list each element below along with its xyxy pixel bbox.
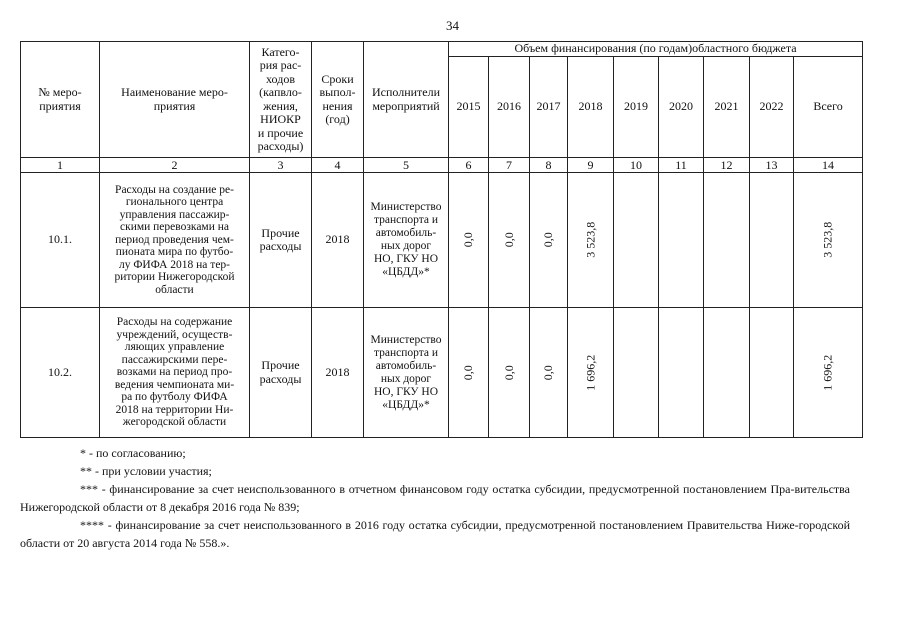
header-year-2: 2017 (530, 57, 568, 158)
footnotes (20, 444, 850, 552)
row-deadline: 2018 (312, 308, 364, 438)
row-value-0 (449, 308, 489, 438)
row-category: Прочие расходы (250, 308, 312, 438)
row-value-7 (750, 173, 794, 308)
column-number-1: 1 (21, 158, 100, 173)
row-value-8-text: 3 523,8 (820, 222, 835, 258)
row-value-2-text: 0,0 (540, 365, 555, 380)
footnote-3: *** - финансирование за счет неиспользованного в отчетном финансовом году остатка субсидии, предусмотренной постановлением Пра-вительства Нижегородской области от 8 декабря 2016 года № 839; (20, 482, 850, 514)
row-value-5 (659, 173, 704, 308)
row-value-1-text: 0,0 (501, 232, 516, 248)
column-number-14: 14 (794, 158, 863, 173)
row-value-0 (449, 173, 489, 308)
column-number-11: 11 (659, 158, 704, 173)
header-year-6: 2021 (704, 57, 750, 158)
header-year-0: 2015 (449, 57, 489, 158)
row-value-3 (568, 173, 614, 308)
header-category: Катего- рия рас- ходов (капвло- жения, НИОКР и прочие расходы) (250, 42, 312, 158)
column-number-6: 6 (449, 158, 489, 173)
column-number-3: 3 (250, 158, 312, 173)
row-category: Прочие расходы (250, 173, 312, 308)
header-num: № меро- приятия (21, 42, 100, 158)
row-value-3-text: 1 696,2 (582, 354, 597, 391)
column-number-8: 8 (530, 158, 568, 173)
row-num: 10.2. (21, 308, 100, 438)
column-number-4: 4 (312, 158, 364, 173)
footnote-2: ** - при условии участия; (80, 464, 212, 478)
row-value-0-text: 0,0 (460, 232, 475, 248)
header-year-1: 2016 (489, 57, 530, 158)
row-deadline: 2018 (312, 173, 364, 308)
header-year-4: 2019 (614, 57, 659, 158)
header-executors: Исполнители мероприятий (364, 42, 449, 158)
row-value-2-text: 0,0 (540, 232, 555, 248)
table-row (21, 308, 863, 438)
row-value-2 (530, 173, 568, 308)
column-number-9: 9 (568, 158, 614, 173)
row-value-7 (750, 308, 794, 438)
table-row (21, 173, 863, 308)
header-year-7: 2022 (750, 57, 794, 158)
row-value-1 (489, 173, 530, 308)
footnote-4: **** - финансирование за счет неиспользованного в 2016 году остатка субсидии, предусмотренной постановлением Правительства Ниже-городской области от 20 августа 2014 года № 558.». (20, 518, 850, 550)
row-value-6 (704, 173, 750, 308)
row-value-2 (530, 308, 568, 438)
row-value-4 (614, 308, 659, 438)
header-deadline: Сроки выпол- нения (год) (312, 42, 364, 158)
column-number-2: 2 (100, 158, 250, 173)
row-value-3 (568, 308, 614, 438)
column-number-5: 5 (364, 158, 449, 173)
row-value-3-text: 3 523,8 (582, 222, 597, 258)
row-value-8-text: 1 696,2 (820, 354, 835, 391)
header-year-8: Всего (794, 57, 863, 158)
row-executors: Министерство транспорта и автомобиль- ных дорог НО, ГКУ НО «ЦБДД»* (364, 173, 449, 308)
funding-table (20, 41, 863, 438)
row-value-1-text: 0,0 (501, 365, 516, 380)
page-number: 34 (446, 18, 459, 33)
row-value-1 (489, 308, 530, 438)
header-name: Наименование меро- приятия (100, 42, 250, 158)
footnote-1: * - по согласованию; (80, 446, 186, 460)
row-value-0-text: 0,0 (460, 365, 475, 380)
row-value-5 (659, 308, 704, 438)
row-value-4 (614, 173, 659, 308)
header-year-5: 2020 (659, 57, 704, 158)
row-name: Расходы на создание ре- гионального центра управления пассажир- скими перевозками на период проведения чем- пионата мира по футбо- лу ФИФА 2018 на тер- ритории Нижегородской области (100, 173, 250, 308)
row-value-8 (794, 173, 863, 308)
column-number-7: 7 (489, 158, 530, 173)
header-funding-group: Объем финансирования (по годам)областного бюджета (449, 42, 863, 57)
row-num: 10.1. (21, 173, 100, 308)
row-executors: Министерство транспорта и автомобиль- ных дорог НО, ГКУ НО «ЦБДД»* (364, 308, 449, 438)
row-value-8 (794, 308, 863, 438)
column-number-12: 12 (704, 158, 750, 173)
row-value-6 (704, 308, 750, 438)
column-number-13: 13 (750, 158, 794, 173)
header-year-3: 2018 (568, 57, 614, 158)
column-number-10: 10 (614, 158, 659, 173)
row-name: Расходы на содержание учреждений, осуществ- ляющих управление пассажирскими пере- возками на период про- ведения чемпионата ми- ра по футболу ФИФА 2018 на территории Ни- жегородской области (100, 308, 250, 438)
